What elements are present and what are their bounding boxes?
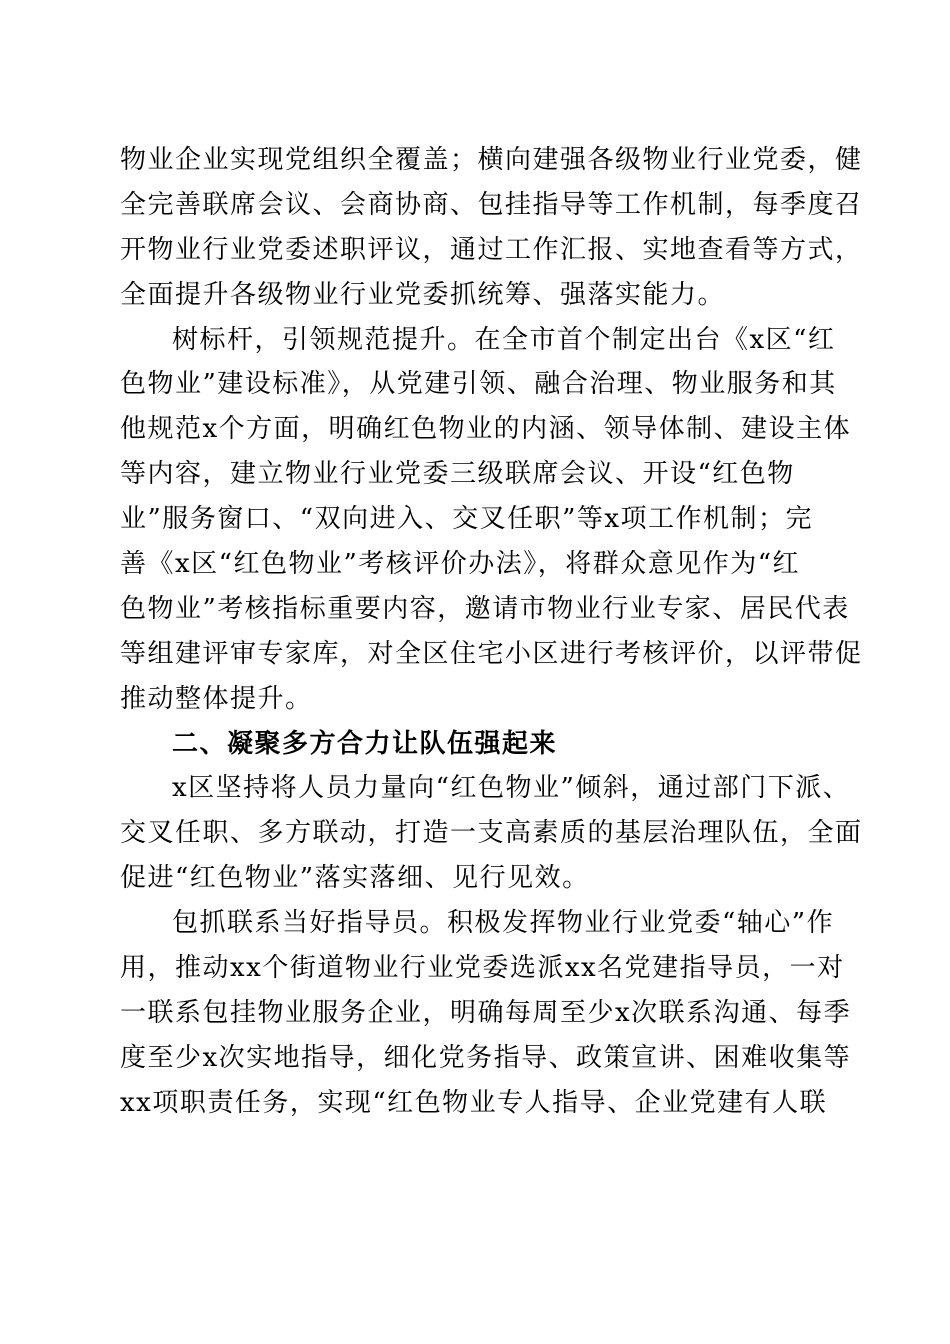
- text-line: 等内容，建立物业行业党委三级联席会议、开设“红色物: [120, 459, 795, 490]
- section-heading: 二、凝聚多方合力让队伍强起来: [172, 728, 558, 759]
- text-line: 他规范x个方面，明确红色物业的内涵、领导体制、建设主体: [120, 414, 852, 445]
- text-line: 一联系包挂物业服务企业，明确每周至少x次联系沟通、每季: [120, 997, 852, 1028]
- text-line: 色物业”考核指标重要内容，邀请市物业行业专家、居民代表: [120, 593, 850, 624]
- text-line: 度至少x次实地指导，细化党务指导、政策宣讲、困难收集等: [120, 1042, 852, 1073]
- text-line: x区坚持将人员力量向“红色物业”倾斜，通过部门下派、: [172, 773, 851, 804]
- text-line: 全面提升各级物业行业党委抓统筹、强落实能力。: [120, 279, 726, 310]
- text-line: 业”服务窗口、“双向进入、交叉任职”等x项工作机制；完: [120, 504, 814, 535]
- document-body: [120, 138, 863, 1126]
- text-line: 包抓联系当好指导员。积极发挥物业行业党委“轴心”作: [172, 908, 835, 939]
- text-line: 全完善联席会议、会商协商、包挂指导等工作机制，每季度召: [120, 189, 863, 220]
- text-line: xx项职责任务，实现“红色物业专人指导、企业党建有人联: [120, 1087, 828, 1118]
- text-line: 树标杆，引领规范提升。在全市首个制定出台《x区“红: [172, 324, 836, 355]
- text-line: 用，推动xx个街道物业行业党委选派xx名党建指导员，一对: [120, 953, 845, 984]
- text-line: 交叉任职、多方联动，打造一支高素质的基层治理队伍，全面: [120, 818, 863, 849]
- text-line: 开物业行业党委述职评议，通过工作汇报、实地查看等方式，: [120, 234, 863, 265]
- text-line: 等组建评审专家库，对全区住宅小区进行考核评价，以评带促: [120, 638, 863, 669]
- text-line: 善《x区“红色物业”考核评价办法》，将群众意见作为“红: [120, 549, 801, 580]
- text-line: 促进“红色物业”落实落细、见行见效。: [120, 863, 590, 894]
- text-line: 色物业”建设标准》，从党建引领、融合治理、物业服务和其: [120, 369, 837, 400]
- text-line: 物业企业实现党组织全覆盖；横向建强各级物业行业党委，健: [120, 145, 863, 175]
- text-line: 推动整体提升。: [120, 683, 313, 714]
